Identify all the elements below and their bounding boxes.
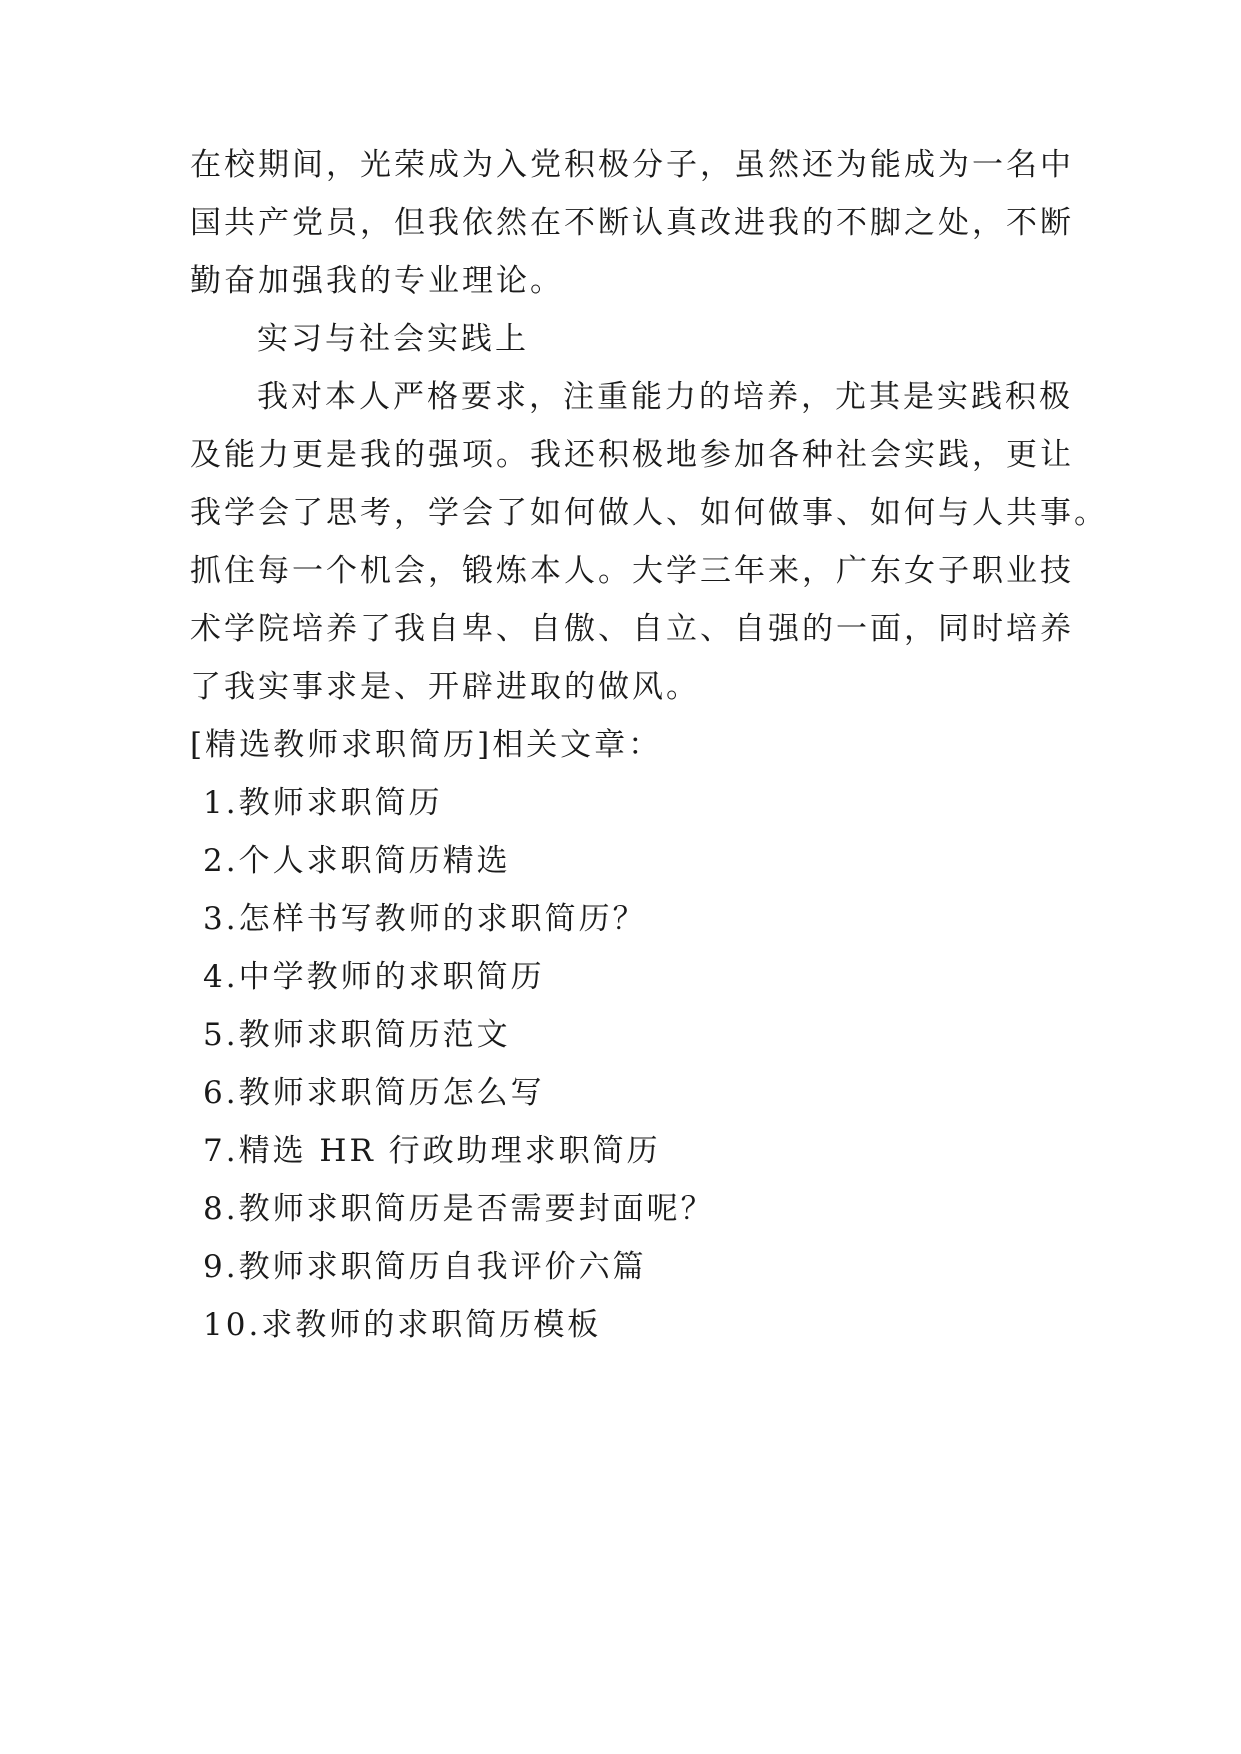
text-line: 在校期间，光荣成为入党积极分子，虽然还为能成为一名中 [190,147,1074,183]
text-line: 勤奋加强我的专业理论。 [190,263,564,299]
related-article-link[interactable]: 4.中学教师的求职简历 [203,959,545,995]
related-article-link[interactable]: 9.教师求职简历自我评价六篇 [203,1249,647,1285]
related-article-link[interactable]: 1.教师求职简历 [203,785,443,821]
related-articles-heading: [精选教师求职简历]相关文章： [190,727,663,763]
related-article-link[interactable]: 10.求教师的求职简历模板 [203,1307,602,1343]
related-article-link[interactable]: 2.个人求职简历精选 [203,843,511,879]
related-article-link[interactable]: 3.怎样书写教师的求职简历？ [203,901,647,937]
text-line: 术学院培养了我自卑、自傲、自立、自强的一面，同时培养 [190,611,1074,647]
text-line: 了我实事求是、开辟进取的做风。 [190,669,700,705]
related-article-link[interactable]: 7.精选 HR 行政助理求职简历 [203,1133,661,1169]
text-line: 我对本人严格要求，注重能力的培养，尤其是实践积极 [257,379,1073,415]
related-article-link[interactable]: 6.教师求职简历怎么写 [203,1075,545,1111]
related-article-link[interactable]: 8.教师求职简历是否需要封面呢？ [203,1191,715,1227]
text-line: 国共产党员，但我依然在不断认真改进我的不脚之处，不断 [190,205,1074,241]
section-heading: 实习与社会实践上 [257,321,529,357]
related-article-link[interactable]: 5.教师求职简历范文 [203,1017,511,1053]
text-line: 抓住每一个机会，锻炼本人。大学三年来，广东女子职业技 [190,553,1074,589]
text-line: 我学会了思考，学会了如何做人、如何做事、如何与人共事。 [190,495,1108,531]
text-line: 及能力更是我的强项。我还积极地参加各种社会实践，更让 [190,437,1074,473]
